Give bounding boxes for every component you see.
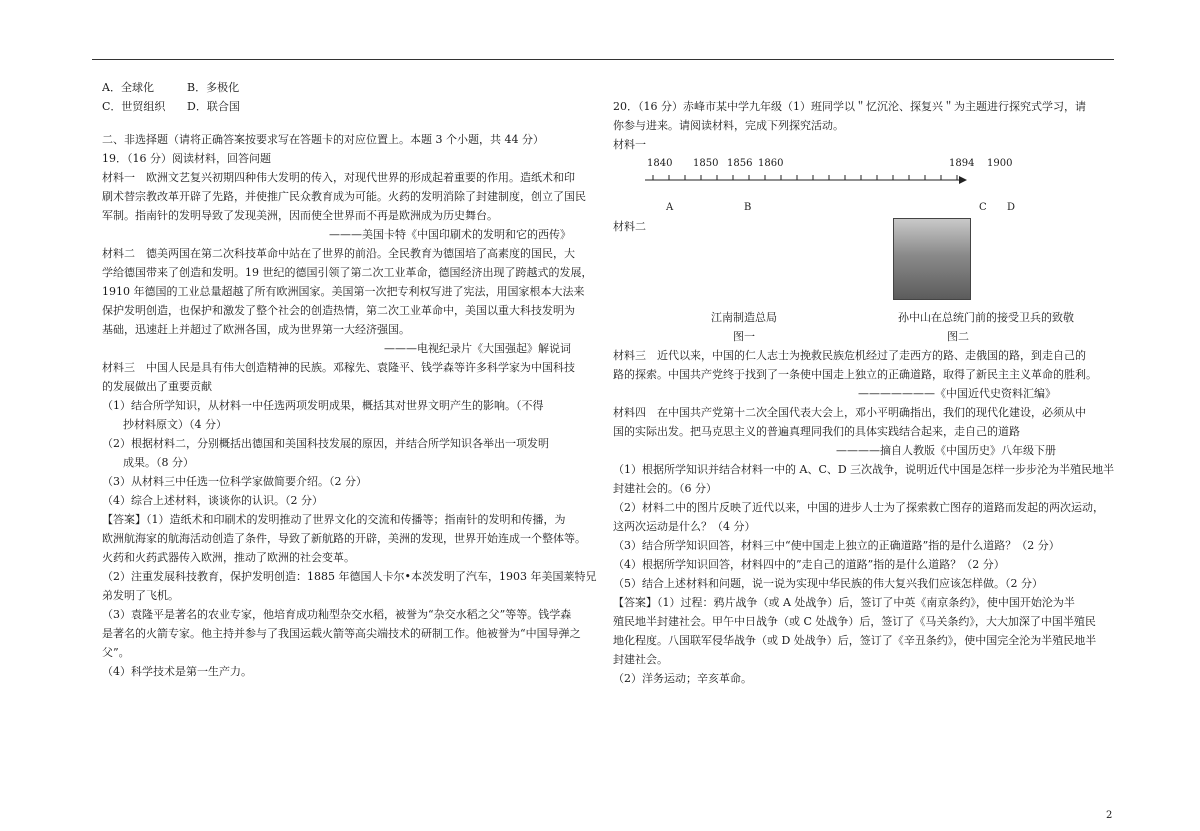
timeline-letter: C [979,202,987,213]
figure-1-caption: 江南制造总局 [711,311,777,324]
timeline-year: 1894 [949,158,975,169]
options-row-1 [102,78,599,97]
answer-line: 封建社会。 [613,653,668,666]
options-row-2 [102,97,599,116]
section-2-header: 二、非选择题（请将正确答案按要求写在答题卡的对应位置上。本题 3 个小题，共 44 分） [102,133,544,146]
timeline-axis [613,170,973,190]
answer-line: 火药和火药武器传入欧洲，推动了欧洲的社会变革。 [102,551,355,564]
timeline-year: 1860 [758,158,784,169]
timeline-year: 1900 [987,158,1013,169]
sub-question: （2）材料二中的图片反映了近代以来，中国的进步人士为了探索救亡图存的道路而发起的两次运动， [613,501,1104,514]
option-a: A．全球化 [102,81,154,94]
answer-line: （3）袁隆平是著名的农业专家，他培育成功籼型杂交水稻，被誉为“杂交水稻之父”等等。钱学森 [102,608,572,621]
timeline-letter: A [666,202,674,213]
sub-question: （4）根据所学知识回答，材料四中的”走自己的道路”指的是什么道路？（2 分） [613,558,1005,571]
material-4-source: ————摘自人教版《中国历史》八年级下册 [836,444,1056,457]
timeline-letter: D [1007,202,1016,213]
sub-question-2-cont: 成果。（8 分） [123,456,194,469]
sub-question-1: （1）结合所学知识，从材料一中任选两项发明成果，概括其对世界文明产生的影响。（不得 [102,399,544,412]
option-c: C．世贸组织 [102,100,166,113]
timeline-year: 1850 [693,158,719,169]
material-1-line: 刷术替宗教改革开辟了先路，并使推广民众教育成为可能。火药的发明消除了封建制度，创立了国民 [102,190,586,203]
sub-question: 封建社会的。（6 分） [613,482,717,495]
material-1-line: 军制。指南针的发明导致了发现美洲，因而使全世界而不再是欧洲成为历史舞台。 [102,209,498,222]
question-20-intro: 你参与进来。请阅读材料，完成下列探究活动。 [613,119,844,132]
material-3-line: 的发展做出了重要贡献 [102,380,212,393]
sub-question: （1）根据所学知识并结合材料一中的 A、C、D 三次战争，说明近代中国是怎样一步步沦为半殖民地半 [613,463,1115,476]
answer-line: 弟发明了飞机。 [102,589,179,602]
sub-question-2: （2）根据材料二，分别概括出德国和美国科技发展的原因，并结合所学知识各举出一项发明 [102,437,549,450]
material-2-line: 1910 年德国的工业总量超越了所有欧洲国家。美国第一次把专利权写进了宪法，用国家根本大法来 [102,285,585,298]
material-2-line: 学给德国带来了创造和发明。19 世纪的德国引领了第二次工业革命，德国经济出现了跨越式的发展， [102,266,593,279]
material-3-line: 材料三 近代以来，中国的仁人志士为挽救民族危机经过了走西方的路、走俄国的路，到走自己的 [613,349,1086,362]
material-1-source: ———美国卡特《中国印刷术的发明和它的西传》 [329,228,571,241]
figure-2-label: 图二 [947,330,969,343]
material-2-line: 基础，迅速赶上并超过了欧洲各国，成为世界第一大经济强国。 [102,323,410,336]
answer-line: 地化程度。八国联军侵华战争（或 D 处战争）后，签订了《辛丑条约》，使中国完全沦为半殖民地半 [613,634,1097,647]
material-2-label: 材料二 [613,220,646,233]
answer-line: 【答案】（1）造纸术和印刷术的发明推动了世界文化的交流和传播等；指南针的发明和传播，为 [102,513,566,526]
timeline-year: 1840 [647,158,673,169]
answer-line: 殖民地半封建社会。甲午中日战争（或 C 处战争）后，签订了《马关条约》，大大加深了中国半殖民 [613,615,1096,628]
answer-line: （2）洋务运动；辛亥革命。 [613,672,752,685]
material-3-source: ———————《中国近代史资料汇编》 [858,387,1056,400]
sub-question: 这两次运动是什么？（4 分） [613,520,756,533]
material-2-line: 保护发明创造，也保护和激发了整个社会的创造热情，第二次工业革命中，美国以重大科技发明为 [102,304,575,317]
figures [613,218,1118,308]
figure-1-label: 图一 [733,330,755,343]
left-column [102,78,599,681]
sub-question-1-cont: 抄材料原文）（4 分） [123,418,227,431]
page-number: 2 [1106,810,1113,821]
answer-line: 是著名的火箭专家。他主持并参与了我国运载火箭等高尖端技术的研制工作。他被誉为“中国导弹之 [102,627,581,640]
sub-question-3: （3）从材料三中任选一位科学家做简要介绍。（2 分） [102,475,367,488]
material-1-line: 材料一 欧洲文艺复兴初期四种伟大发明的传入，对现代世界的形成起着重要的作用。造纸术和印 [102,171,575,184]
right-column [613,97,1118,688]
sub-question: （3）结合所学知识回答，材料三中“使中国走上独立的正确道路”指的是什么道路？（2 分） [613,539,1060,552]
material-3-line: 材料三 中国人民是具有伟大创造精神的民族。邓稼先、袁隆平、钱学森等许多科学家为中国科技 [102,361,575,374]
timeline-letter: B [744,202,752,213]
material-1-label: 材料一 [613,138,646,151]
answer-line: 父”。 [102,646,130,659]
material-3-line: 路的探索。中国共产党终于找到了一条使中国走上独立的正确道路，取得了新民主主义革命的胜利。 [613,368,1097,381]
timeline-year: 1856 [727,158,753,169]
answer-line: （4）科学技术是第一生产力。 [102,665,252,678]
sun-yatsen-photo [893,218,971,300]
sub-question: （5）结合上述材料和问题，说一说为实现中华民族的伟大复兴我们应该怎样做。（2 分） [613,577,1043,590]
timeline [613,158,1118,218]
material-4-line: 国的实际出发。把马克思主义的普遍真理同我们的具体实践结合起来，走自己的道路 [613,425,1020,438]
material-2-line: 材料二 德美两国在第二次科技革命中站在了世界的前沿。全民教育为德国培了高素度的国民，大 [102,247,575,260]
answer-line: 【答案】（1）过程：鸦片战争（或 A 处战争）后，签订了中英《南京条约》，使中国开始沦为半 [613,596,1075,609]
question-19-title: 19．（16 分）阅读材料，回答问题 [102,152,271,165]
sub-question-4: （4）综合上述材料，谈谈你的认识。（2 分） [102,494,323,507]
option-b: B．多极化 [187,81,240,94]
question-20-title: 20．（16 分）赤峰市某中学九年级（1）班同学以＂忆沉沦、探复兴＂为主题进行探究式学习，请 [613,100,1086,113]
answer-line: （2）注重发展科技教育，保护发明创造：1885 年德国人卡尔•本茨发明了汽车，1903 年美国莱特兄 [102,570,597,583]
answer-line: 欧洲航海家的航海活动创造了条件，导致了新航路的开辟，美洲的发现，世界开始连成一个整体等。 [102,532,586,545]
material-4-line: 材料四 在中国共产党第十二次全国代表大会上，邓小平明确指出，我们的现代化建设，必须从中 [613,406,1086,419]
figure-2-caption: 孙中山在总统门前的接受卫兵的致敬 [898,311,1074,324]
header-rule [92,59,1114,60]
material-2-source: ———电视纪录片《大国强起》解说词 [384,342,571,355]
option-d: D．联合国 [187,100,240,113]
